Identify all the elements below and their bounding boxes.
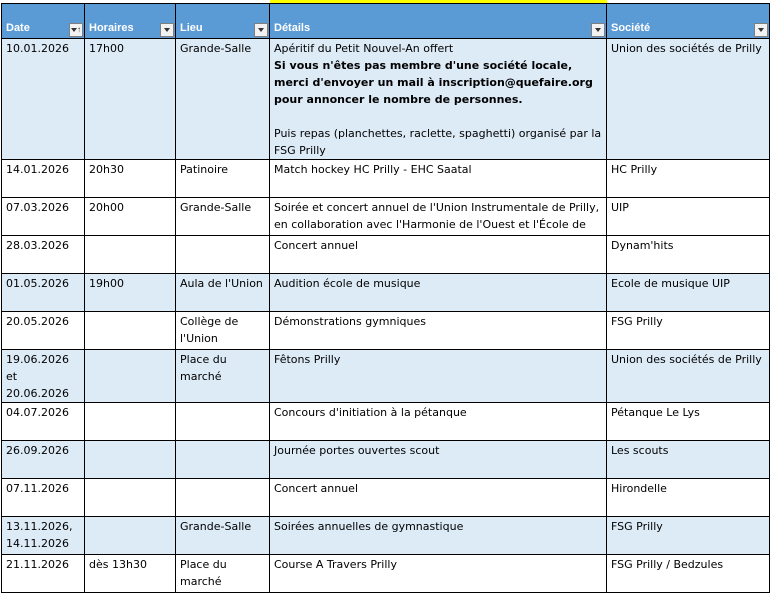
cell-details[interactable]: Démonstrations gymniques — [270, 312, 607, 350]
column-header-label: Détails — [274, 22, 311, 34]
cell-horaires[interactable] — [85, 517, 176, 555]
cell-lieu[interactable]: Aula de l'Union — [176, 274, 270, 312]
cell-lieu[interactable]: Place du marché — [176, 555, 270, 593]
dropdown-arrow-icon — [164, 28, 170, 32]
details-bold-text: Si vous n'êtes pas membre d'une société locale, merci d'envoyer un mail à inscription@quefaire.org pour annoncer le nombre de personnes. — [274, 59, 593, 106]
column-header-horaires — [85, 4, 176, 39]
cell-horaires[interactable] — [85, 479, 176, 517]
cell-date[interactable]: 19.06.2026 et 20.06.2026 — [2, 350, 85, 403]
cell-horaires[interactable] — [85, 441, 176, 479]
cell-details[interactable]: Course A Travers Prilly — [270, 555, 607, 593]
column-header-label: Date — [6, 22, 30, 34]
dropdown-arrow-icon — [595, 28, 601, 32]
cell-details[interactable]: Concours d'initiation à la pétanque — [270, 403, 607, 441]
table-row — [2, 479, 770, 517]
cell-societe[interactable]: FSG Prilly — [607, 517, 770, 555]
cell-details[interactable]: Audition école de musique — [270, 274, 607, 312]
column-header-label: Horaires — [89, 22, 134, 34]
cell-details[interactable] — [270, 198, 607, 236]
table-row — [2, 403, 770, 441]
cell-details[interactable]: Match hockey HC Prilly - EHC Saatal — [270, 160, 607, 198]
cell-societe[interactable]: Pétanque Le Lys — [607, 403, 770, 441]
cell-lieu[interactable]: Grande-Salle — [176, 198, 270, 236]
cell-lieu[interactable]: Place du marché — [176, 350, 270, 403]
column-header-date — [2, 4, 85, 39]
column-header-label: Société — [611, 22, 651, 34]
cell-date[interactable]: 10.01.2026 — [2, 39, 85, 160]
column-header-lieu — [176, 4, 270, 39]
cell-horaires[interactable] — [85, 350, 176, 403]
cell-lieu[interactable]: Collège de l'Union — [176, 312, 270, 350]
cell-societe[interactable]: Union des sociétés de Prilly — [607, 350, 770, 403]
cell-horaires[interactable]: 19h00 — [85, 274, 176, 312]
filter-button-horaires[interactable] — [160, 23, 174, 37]
cell-lieu[interactable]: Grande-Salle — [176, 517, 270, 555]
cell-societe[interactable]: Ecole de musique UIP — [607, 274, 770, 312]
cell-lieu[interactable] — [176, 403, 270, 441]
cell-details[interactable] — [270, 39, 607, 160]
cell-horaires[interactable]: dès 13h30 — [85, 555, 176, 593]
events-table — [1, 3, 770, 593]
sort-ascending-icon: ↑ — [77, 25, 81, 34]
cell-lieu[interactable] — [176, 479, 270, 517]
cell-societe[interactable]: HC Prilly — [607, 160, 770, 198]
cell-details[interactable]: Journée portes ouvertes scout — [270, 441, 607, 479]
cell-date[interactable]: 07.11.2026 — [2, 479, 85, 517]
cell-lieu[interactable]: Patinoire — [176, 160, 270, 198]
cell-horaires[interactable] — [85, 403, 176, 441]
cell-horaires[interactable]: 17h00 — [85, 39, 176, 160]
table-row — [2, 350, 770, 403]
cell-societe[interactable]: Hirondelle — [607, 479, 770, 517]
filter-button-details[interactable] — [591, 23, 605, 37]
cell-details[interactable]: Concert annuel — [270, 236, 607, 274]
cell-horaires[interactable]: 20h00 — [85, 198, 176, 236]
table-row — [2, 274, 770, 312]
cell-date[interactable]: 21.11.2026 — [2, 555, 85, 593]
table-row — [2, 517, 770, 555]
dropdown-arrow-icon — [758, 28, 764, 32]
cell-societe[interactable]: Les scouts — [607, 441, 770, 479]
details-text: Apéritif du Petit Nouvel-An offert — [274, 42, 454, 55]
cell-date[interactable]: 20.05.2026 — [2, 312, 85, 350]
cell-date[interactable]: 07.03.2026 — [2, 198, 85, 236]
table-row — [2, 198, 770, 236]
table-row — [2, 236, 770, 274]
cell-date[interactable] — [2, 517, 85, 555]
cell-date[interactable]: 04.07.2026 — [2, 403, 85, 441]
table-row — [2, 555, 770, 593]
cell-date[interactable]: 14.01.2026 — [2, 160, 85, 198]
date-text: 13.11.2026, 14.11.2026 — [6, 520, 73, 550]
blank-line — [274, 108, 603, 125]
filter-button-societe[interactable] — [754, 23, 768, 37]
sort-filter-button-date[interactable] — [69, 23, 83, 37]
cell-date[interactable]: 26.09.2026 — [2, 441, 85, 479]
dropdown-arrow-icon — [258, 28, 264, 32]
details-text: Puis repas (planchettes, raclette, spaghetti) organisé par la FSG Prilly — [274, 127, 602, 157]
cell-lieu[interactable]: Grande-Salle — [176, 39, 270, 160]
cell-details[interactable]: Concert annuel — [270, 479, 607, 517]
column-header-societe — [607, 4, 770, 39]
filter-button-lieu[interactable] — [254, 23, 268, 37]
column-header-label: Lieu — [180, 22, 203, 34]
cell-societe[interactable]: FSG Prilly / Bedzules — [607, 555, 770, 593]
table-row — [2, 160, 770, 198]
cell-details[interactable]: Fêtons Prilly — [270, 350, 607, 403]
cell-lieu[interactable] — [176, 441, 270, 479]
cell-horaires[interactable] — [85, 312, 176, 350]
table-row — [2, 441, 770, 479]
details-text: Soirée et concert annuel de l'Union Instrumentale de Prilly, en collaboration avec l'Harmonie de l'Ouest et l'École de — [274, 201, 600, 231]
cell-date[interactable]: 01.05.2026 — [2, 274, 85, 312]
column-header-details — [270, 4, 607, 39]
cell-horaires[interactable]: 20h30 — [85, 160, 176, 198]
cell-details[interactable]: Soirées annuelles de gymnastique — [270, 517, 607, 555]
table-row — [2, 312, 770, 350]
table-row — [2, 39, 770, 160]
header-row — [2, 4, 770, 39]
cell-societe[interactable]: Dynam'hits — [607, 236, 770, 274]
cell-horaires[interactable] — [85, 236, 176, 274]
cell-societe[interactable]: Union des sociétés de Prilly — [607, 39, 770, 160]
cell-date[interactable]: 28.03.2026 — [2, 236, 85, 274]
cell-societe[interactable]: UIP — [607, 198, 770, 236]
cell-societe[interactable]: FSG Prilly — [607, 312, 770, 350]
cell-lieu[interactable] — [176, 236, 270, 274]
